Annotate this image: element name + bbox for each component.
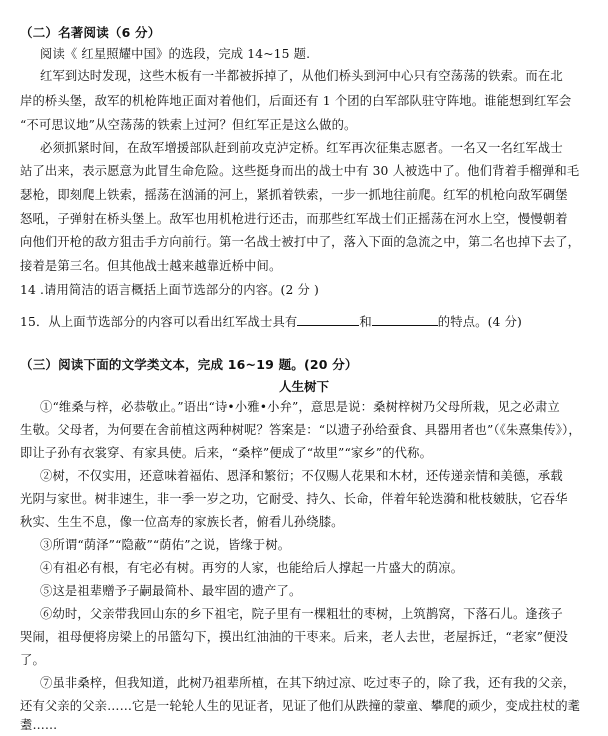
answer-blank-1[interactable] [297,313,359,326]
passage-line: 必须抓紧时间，在敌军增援部队赶到前攻克泸定桥。红军再次征集志愿者。一名又一名红军战士 [40,141,563,155]
paragraph-line: 生敬。父母者，为何要在舍前植这两种树呢？答案是：“以遗子孙给蚕食、具器用者也”（《朱熹集传》）， [20,423,581,437]
passage-line: 接着是第三名。但其他战士越来越靠近桥中间。 [20,259,282,273]
question-14: 14 .请用简洁的语言概括上面节选部分的内容。(2 分 ) [20,283,319,297]
passage-line: 红军到达时发现，这些木板有一半都被拆掉了，从他们桥头到河中心只有空荡荡的铁索。而在北 [40,69,563,83]
passage-line: 岸的桥头堡，敌军的机枪阵地正面对着他们，后面还有 1 个团的白军部队驻守阵地。谁能想到红军会 [20,94,572,108]
passage-line: 瑟枪，即刻爬上铁索，摇荡在汹涌的河上，紧抓着铁索，一步一抓地往前爬。红军的机枪向敌军碉堡 [20,188,568,202]
question-15 [20,313,522,331]
paragraph-line: 哭闹，祖母便将房梁上的吊篮勾下，摸出红油油的干枣来。后来，老人去世，老屋拆迁，“老家”便没 [20,630,569,644]
section-heading-literary-text: （三）阅读下面的文学类文本，完成 16~19 题。(20 分） [20,357,358,372]
passage-line: 站了出来，表示愿意为此冒生命危险。这些挺身而出的战士中有 30 人被选中了。他们背着手榴弹和毛 [20,164,580,178]
paragraph-line: ④有祖必有根，有宅必有树。再穷的人家，也能给后人撑起一片盛大的荫凉。 [40,561,464,575]
question-15-text-a: 15．从上面节选部分的内容可以看出红军战士具有 [20,315,298,329]
paragraph-line: ⑤这是祖辈赠予子嗣最简朴、最牢固的遗产了。 [40,584,302,598]
passage-line: 向他们开枪的敌方狙击手方向前行。第一名战士被打中了，落入下面的急流之中，第二名也掉下去了， [20,235,581,249]
paragraph-line: 光阴与家世。树非速生，非一季一岁之功，它耐受、持久、长命，伴着年轮迭漪和枇枝皴肤，它吞华 [20,492,568,506]
reading-instruction: 阅读《 红星照耀中国》的选段，完成 14~15 题. [40,47,311,61]
paragraph-line: ②树，不仅实用，还意味着福佑、恩泽和繁衍；不仅赐人花果和木材，还传递亲情和美德，承载 [40,469,563,483]
question-15-text-b: 和 [359,315,372,329]
paragraph-line: 秋实、生生不息，像一位高寿的家族长者，俯看儿孙绕膝。 [20,515,344,529]
paragraph-line: 即让子孙有衣裳穿、有家具使。后来，“桑梓”便成了“故里”“家乡”的代称。 [20,446,433,460]
paragraph-line: ①“维桑与梓，必恭敬止。”语出“诗•小雅•小弁”，意思是说：桑树梓树乃父母所栽，见之必肃立 [40,400,560,414]
passage-line: “不可思议地”从空荡荡的铁索上过河？但红军正是这么做的。 [20,118,357,132]
paragraph-line: 耋…… [20,718,58,732]
paragraph-line: ⑦虽非桑梓，但我知道，此树乃祖辈所植，在其下纳过凉、吃过枣子的，除了我，还有我的父亲， [40,676,576,690]
paragraph-line: 还有父亲的父亲……它是一轮轮人生的见证者，见证了他们从跌撞的蒙童、攀爬的顽少，变成拄杖的耄 [20,699,581,713]
paragraph-line: 了。 [20,653,45,667]
paragraph-line: ③所谓“荫泽”“隐蔽”“荫佑”之说，皆缘于树。 [40,538,291,552]
question-15-text-c: 的特点。(4 分) [437,315,522,329]
article-title: 人生树下 [278,379,329,394]
paragraph-line: ⑥幼时，父亲带我回山东的乡下祖宅，院子里有一棵粗壮的枣树，上筑鹊窝，下落石儿。逢孩子 [40,607,563,621]
passage-line: 怒吼，子弹射在桥头堡上。敌军也用机枪进行还击，而那些红军战士们正摇荡在河水上空，慢慢朝着 [20,212,568,226]
section-heading-famous-books: （二）名著阅读（6 分） [20,25,161,40]
answer-blank-2[interactable] [372,313,438,326]
